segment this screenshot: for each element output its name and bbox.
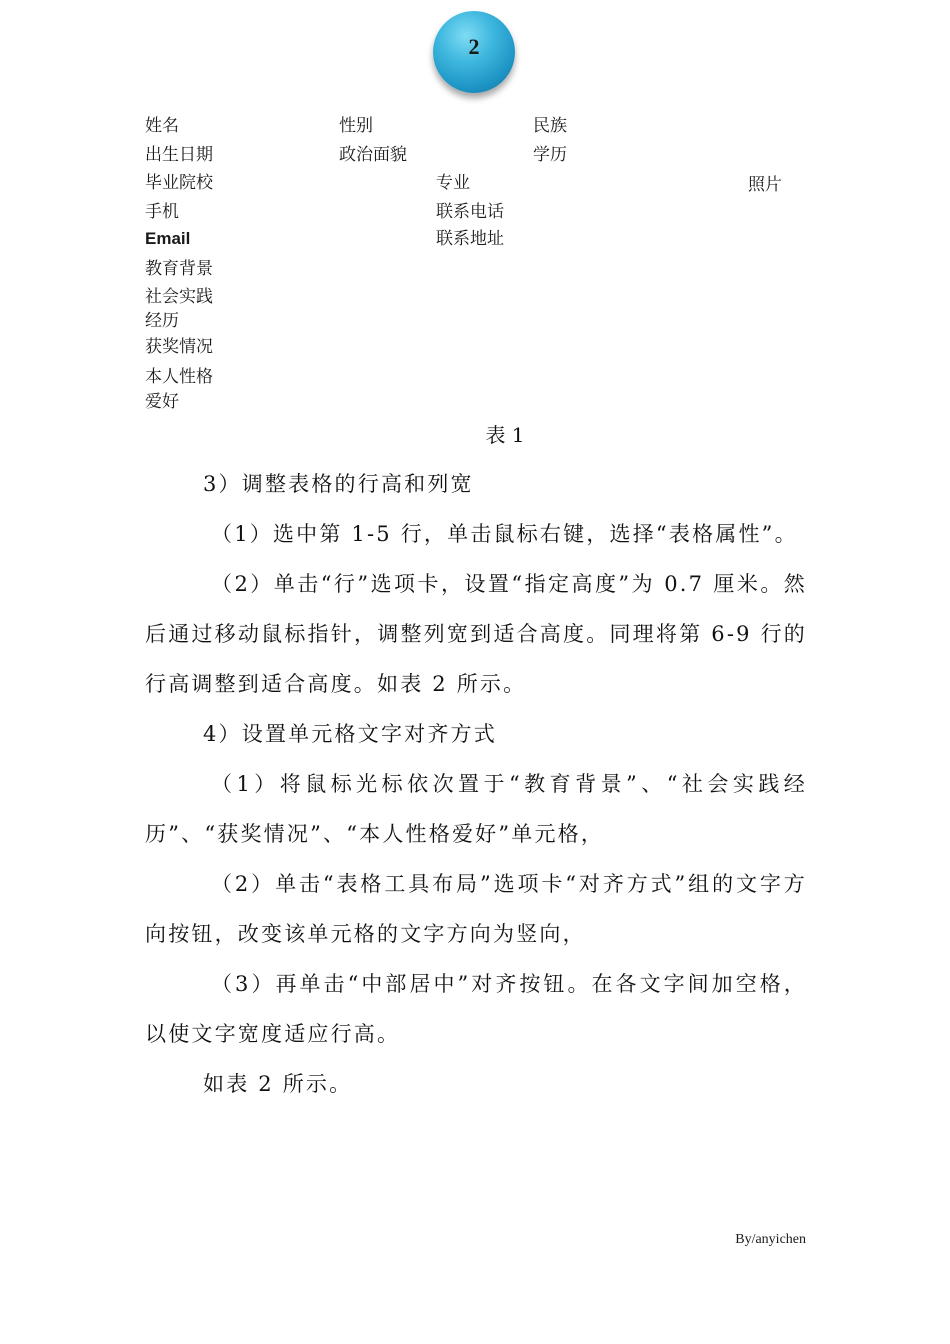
step-4-item-3: （3）再单击“中部居中”对齐按钮。在各文字间加空格，以使文字宽度适应行高。: [145, 972, 807, 1046]
table-caption: 表 1: [485, 423, 525, 447]
ethnicity-label: 民族: [533, 116, 567, 136]
school-label: 毕业院校: [145, 173, 213, 193]
birthdate-label: 出生日期: [145, 145, 213, 165]
personality-label-line1: 本人性格: [145, 367, 213, 387]
education-level-label: 学历: [533, 145, 567, 165]
social-practice-label-line1: 社会实践: [145, 287, 213, 307]
body-text: [145, 459, 807, 1109]
awards-label: 获奖情况: [145, 337, 213, 357]
phone-label: 联系电话: [436, 202, 504, 222]
step-3-item-1: （1）选中第 1-5 行，单击鼠标右键，选择“表格属性”。: [211, 522, 798, 546]
social-practice-label-line2: 经历: [145, 311, 179, 331]
gender-label: 性别: [339, 116, 373, 136]
major-label: 专业: [436, 173, 470, 193]
education-background-label: 教育背景: [145, 259, 213, 279]
mobile-label: 手机: [145, 202, 179, 222]
name-label: 姓名: [145, 116, 179, 136]
personality-label-line2: 爱好: [145, 392, 179, 412]
footer-author: By/anyichen: [735, 1232, 806, 1247]
step-4-heading: 4）设置单元格文字对齐方式: [203, 722, 497, 746]
page-number: 2: [468, 34, 480, 59]
step-3-heading: 3）调整表格的行高和列宽: [203, 472, 474, 496]
step-4-item-1: （1）将鼠标光标依次置于“教育背景”、“社会实践经历”、“获奖情况”、“本人性格爱好”单元格，: [145, 772, 807, 846]
step-3-item-2: （2）单击“行”选项卡，设置“指定高度”为 0.7 厘米。然后通过移动鼠标指针，调整列宽到适合高度。同理将第 6-9 行的行高调整到适合高度。如表 2 所示。: [145, 572, 807, 696]
table-reference: 如表 2 所示。: [203, 1072, 353, 1096]
address-label: 联系地址: [436, 229, 504, 249]
page-number-badge: [433, 11, 515, 93]
political-status-label: 政治面貌: [339, 145, 407, 165]
step-4-item-2: （2）单击“表格工具布局”选项卡“对齐方式”组的文字方向按钮，改变该单元格的文字方向为竖向，: [145, 872, 807, 946]
email-label: Email: [145, 229, 191, 248]
photo-label: 照片: [748, 175, 782, 195]
